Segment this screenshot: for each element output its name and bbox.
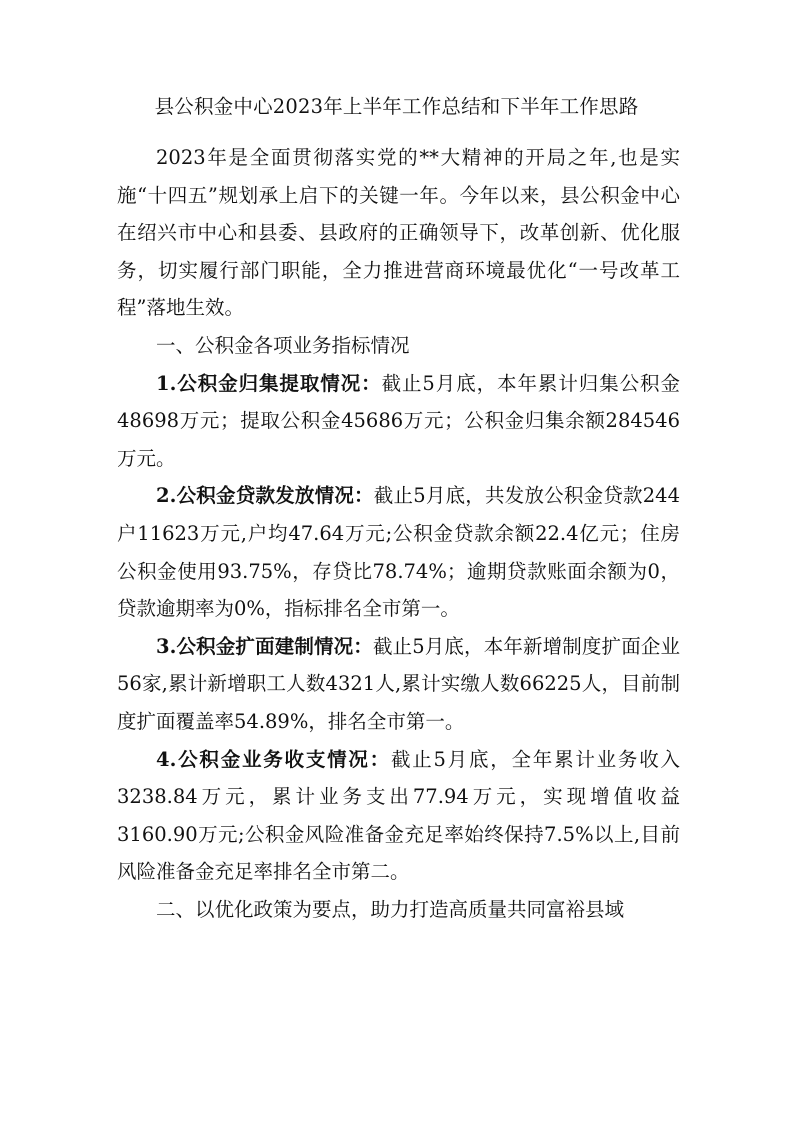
- item-lead-3: 3.公积金扩面建制情况：: [156, 634, 373, 658]
- section-heading-2: 二、以优化政策为要点，助力打造高质量共同富裕县域: [156, 897, 625, 921]
- item-lead-2: 2.公积金贷款发放情况：: [156, 484, 374, 508]
- item-text-4: 截止5月底，全年累计业务收入3238.84万元，累计业务支出77.94万元，实现增值收益3160.90万元;公积金风险准备金充足率始终保持7.5%以上,目前风险准备金充足率排名全市第二。: [117, 747, 680, 884]
- section-heading-1: 一、公积金各项业务指标情况: [156, 333, 410, 357]
- intro-paragraph: 2023年是全面贯彻落实党的**大精神的开局之年,也是实施“十四五”规划承上启下的关键一年。今年以来，县公积金中心在绍兴市中心和县委、县政府的正确领导下，改革创新、优化服务，切实履行部门职能，全力推进营商环境最优化“一号改革工程”落地生效。: [117, 146, 680, 320]
- item-paragraph-3: [117, 628, 680, 741]
- item-paragraph-2: [117, 477, 680, 627]
- item-text-2: 截止5月底，共发放公积金贷款244户11623万元,户均47.64万元;公积金贷款余额22.4亿元；住房公积金使用93.75%，存贷比78.74%；逾期贷款账面余额为0，贷款逾期率为0%，指标排名全市第一。: [117, 484, 680, 621]
- item-lead-4: 4.公积金业务收支情况：: [156, 747, 391, 771]
- item-text-1: 截止5月底，本年累计归集公积金48698万元；提取公积金45686万元；公积金归集余额284546万元。: [117, 371, 680, 470]
- document-body: [117, 139, 680, 928]
- item-paragraph-4: [117, 741, 680, 891]
- item-text-3: 截止5月底，本年新增制度扩面企业56家,累计新增职工人数4321人,累计实缴人数66225人，目前制度扩面覆盖率54.89%，排名全市第一。: [117, 634, 680, 733]
- item-paragraph-1: [117, 365, 680, 478]
- document-title: 县公积金中心2023年上半年工作总结和下半年工作思路: [154, 95, 639, 118]
- item-lead-1: 1.公积金归集提取情况：: [156, 371, 382, 395]
